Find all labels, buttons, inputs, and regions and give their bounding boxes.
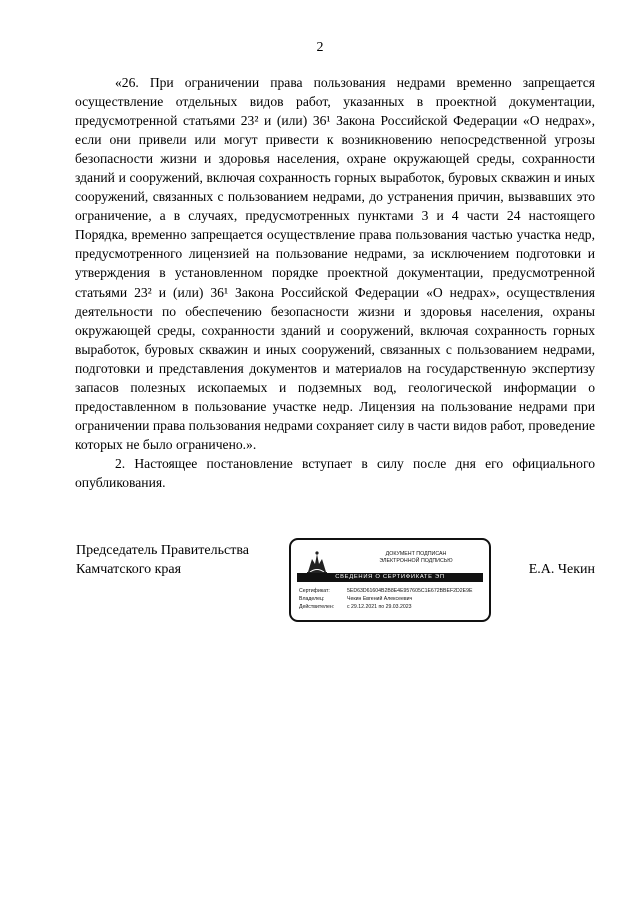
- stamp-value: с 29.12.2021 по 29.03.2023: [347, 604, 412, 610]
- stamp-label: Действителен:: [299, 604, 335, 610]
- signer-position: [76, 541, 249, 579]
- stamp-row-certificate: [299, 587, 489, 595]
- stamp-row-validity: [299, 603, 489, 611]
- paragraph-effective-date: 2. Настоящее постановление вступает в силу после дня его официального опубликования.: [75, 455, 595, 490]
- coat-of-arms-emblem-icon: [306, 550, 328, 574]
- stamp-certificate-banner: СВЕДЕНИЯ О СЕРТИФИКАТЕ ЭП: [297, 573, 483, 582]
- electronic-signature-stamp: [289, 538, 491, 622]
- stamp-title-line1: ДОКУМЕНТ ПОДПИСАН: [385, 551, 447, 557]
- stamp-title-line2: ЭЛЕКТРОННОЙ ПОДПИСЬЮ: [379, 558, 453, 564]
- stamp-value: 5ED63D61604B2B8E4E957605C1E672BBEF2D2E9E: [347, 588, 473, 594]
- stamp-value: Чекин Евгений Алексеевич: [347, 596, 413, 602]
- signer-name: Е.А. Чекин: [528, 562, 595, 577]
- stamp-details: [299, 587, 489, 611]
- stamp-title: [361, 551, 471, 565]
- signer-position-line2: Камчатского края: [76, 562, 182, 577]
- page-number: 2: [316, 40, 324, 55]
- stamp-row-owner: [299, 595, 489, 603]
- paragraph-clause-26: «26. При ограничении права пользования недрами временно запрещается осуществление отдельных видов работ, указанных в проектной документации, предусмотренной статьями 23² и (или) 36¹ Закона Российской Федерации «О недрах», если они привели или могут привести к возникновению непосредственной угрозы безопасности жизни и здоровья населения, охране окружающей среды, сохранности зданий и сооружений, включая сохранность горных выработок, буровых скважин и иных сооружений, связанных с пользованием недрами, до устранения причин, вызвавших это ограничение, а в случаях, предусмотренных пунктами 3 и 4 части 24 настоящего Порядка, временно запрещается осуществление права пользования частью участка недр, предусмотренного лицензией на пользование недрами, за исключением подготовки и утверждения в установленном порядке проектной документации, предусмотренной статьями 23² и (или) 36¹ Закона Российской Федерации «О недрах», осуществления деятельности по обеспечению безопасности жизни и здоровья населения, охраны окружающей среды, сохранности зданий и сооружений, включая сохранность горных выработок, буровых скважин и иных сооружений, связанных с пользованием недрами, подготовки и представления документов и материалов на государственную экспертизу запасов полезных ископаемых и подземных вод, геологической информации о предоставленном в пользование участке недр. Лицензия на пользование недрами при ограничении права пользования недрами сохраняет силу в части видов работ, проведение которых не было ограничено.».: [75, 75, 595, 452]
- document-body: [75, 73, 595, 492]
- stamp-label: Сертификат:: [299, 588, 330, 594]
- signer-position-line1: Председатель Правительства: [76, 543, 249, 558]
- stamp-label: Владелец:: [299, 596, 325, 602]
